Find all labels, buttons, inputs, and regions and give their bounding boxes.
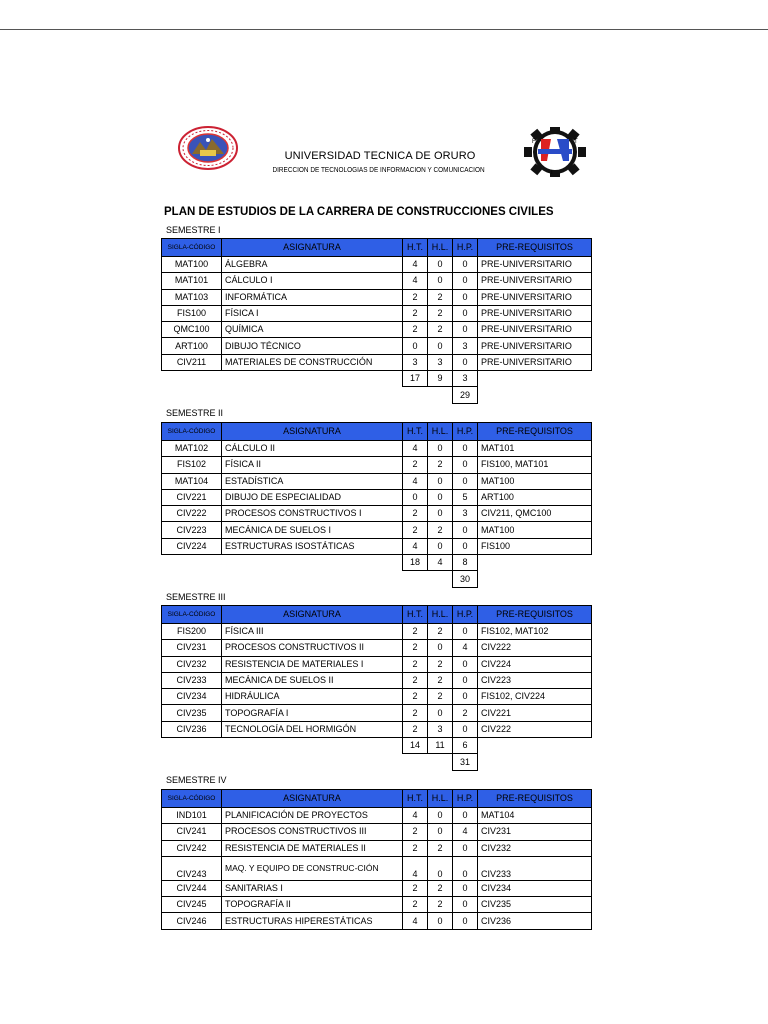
cell-code: MAT101 (162, 273, 222, 289)
cell-hp: 0 (453, 672, 478, 688)
cell-ht: 2 (403, 672, 428, 688)
cell-hl: 0 (428, 441, 453, 457)
cell-hp: 4 (453, 824, 478, 840)
table-row (162, 522, 592, 538)
grand-total: 29 (453, 387, 478, 403)
cell-subject: FÍSICA II (222, 457, 403, 473)
cell-code: CIV232 (162, 656, 222, 672)
column-header-hl: H.L. (428, 790, 453, 808)
semester-label: SEMESTRE IV (166, 775, 227, 785)
cell-hl: 2 (428, 672, 453, 688)
cell-hl: 0 (428, 489, 453, 505)
cell-prereq: FIS102, MAT102 (478, 624, 592, 640)
university-seal-icon (178, 126, 238, 170)
totals-row (162, 371, 592, 387)
cell-ht: 2 (403, 840, 428, 856)
cell-hl: 0 (428, 705, 453, 721)
table-row (162, 897, 592, 913)
table-row (162, 457, 592, 473)
cell-prereq: PRE-UNIVERSITARIO (478, 322, 592, 338)
cell-hp: 0 (453, 322, 478, 338)
total-hl: 9 (428, 371, 453, 387)
table-row (162, 721, 592, 737)
total-hp: 8 (453, 555, 478, 571)
column-header-subject: ASIGNATURA (222, 423, 403, 441)
cell-hp: 0 (453, 457, 478, 473)
column-header-hp: H.P. (453, 790, 478, 808)
cell-hl: 2 (428, 289, 453, 305)
cell-subject: RESISTENCIA DE MATERIALES II (222, 840, 403, 856)
column-header-subject: ASIGNATURA (222, 606, 403, 624)
column-header-subject: ASIGNATURA (222, 239, 403, 257)
cell-ht: 2 (403, 305, 428, 321)
cell-hp: 0 (453, 808, 478, 824)
page-title: PLAN DE ESTUDIOS DE LA CARRERA DE CONSTRUCCIONES CIVILES (164, 206, 554, 218)
column-header-prereq: PRE-REQUISITOS (478, 606, 592, 624)
table-header-row (162, 790, 592, 808)
cell-hl: 2 (428, 305, 453, 321)
cell-hp: 0 (453, 441, 478, 457)
cell-subject: MATERIALES DE CONSTRUCCIÓN (222, 354, 403, 370)
spacer-cell (478, 738, 592, 754)
spacer-cell (403, 387, 428, 403)
cell-hl: 0 (428, 640, 453, 656)
cell-prereq: CIV232 (478, 840, 592, 856)
cell-ht: 0 (403, 489, 428, 505)
table-row (162, 808, 592, 824)
table-row (162, 538, 592, 554)
cell-hp: 0 (453, 624, 478, 640)
logo-letter: I (551, 170, 553, 176)
spacer-cell (428, 571, 453, 587)
table-row (162, 441, 592, 457)
cell-prereq: PRE-UNIVERSITARIO (478, 305, 592, 321)
column-header-prereq: PRE-REQUISITOS (478, 790, 592, 808)
total-hl: 4 (428, 555, 453, 571)
column-header-hl: H.L. (428, 606, 453, 624)
cell-code: ART100 (162, 338, 222, 354)
cell-subject: HIDRÁULICA (222, 689, 403, 705)
cell-ht: 2 (403, 721, 428, 737)
spacer-cell (222, 754, 403, 770)
cell-subject: QUÍMICA (222, 322, 403, 338)
cell-prereq: ART100 (478, 489, 592, 505)
cell-subject: TECNOLOGÍA DEL HORMIGÓN (222, 721, 403, 737)
cell-code: MAT104 (162, 473, 222, 489)
cell-ht: 2 (403, 322, 428, 338)
column-header-hp: H.P. (453, 239, 478, 257)
total-ht: 18 (403, 555, 428, 571)
cell-ht: 4 (403, 273, 428, 289)
column-header-ht: H.T. (403, 790, 428, 808)
spacer-cell (222, 571, 403, 587)
cell-ht: 2 (403, 656, 428, 672)
spacer-cell (403, 754, 428, 770)
cell-hp: 0 (453, 273, 478, 289)
cell-code: CIV244 (162, 880, 222, 896)
cell-code: CIV223 (162, 522, 222, 538)
column-header-subject: ASIGNATURA (222, 790, 403, 808)
semester-label: SEMESTRE II (166, 408, 224, 418)
cell-hl: 0 (428, 338, 453, 354)
cell-prereq: FIS100, MAT101 (478, 457, 592, 473)
total-hl: 11 (428, 738, 453, 754)
table-row (162, 856, 592, 880)
cell-subject: ESTADÍSTICA (222, 473, 403, 489)
spacer-cell (478, 555, 592, 571)
cell-hp: 0 (453, 289, 478, 305)
cell-hl: 3 (428, 354, 453, 370)
column-header-hl: H.L. (428, 239, 453, 257)
totals-row (162, 555, 592, 571)
spacer-cell (162, 555, 222, 571)
cell-hl: 2 (428, 656, 453, 672)
cell-hp: 0 (453, 354, 478, 370)
cell-prereq: PRE-UNIVERSITARIO (478, 289, 592, 305)
grand-total-row (162, 754, 592, 770)
total-hp: 3 (453, 371, 478, 387)
cell-prereq: CIV233 (478, 856, 592, 880)
column-header-code: SIGLA-CÓDIGO (162, 239, 222, 257)
table-row (162, 273, 592, 289)
cell-prereq: PRE-UNIVERSITARIO (478, 354, 592, 370)
cell-hl: 0 (428, 913, 453, 929)
table-row (162, 473, 592, 489)
cell-hp: 3 (453, 338, 478, 354)
cell-ht: 2 (403, 689, 428, 705)
spacer-cell (222, 371, 403, 387)
cell-hp: 0 (453, 840, 478, 856)
cell-prereq: CIV222 (478, 640, 592, 656)
cell-code: CIV241 (162, 824, 222, 840)
spacer-cell (162, 738, 222, 754)
cell-hl: 0 (428, 257, 453, 273)
cell-prereq: CIV236 (478, 913, 592, 929)
cell-subject: PROCESOS CONSTRUCTIVOS II (222, 640, 403, 656)
cell-prereq: FIS102, CIV224 (478, 689, 592, 705)
cell-subject: ESTRUCTURAS ISOSTÁTICAS (222, 538, 403, 554)
table-row (162, 672, 592, 688)
cell-subject: DIBUJO TÉCNICO (222, 338, 403, 354)
spacer-cell (162, 754, 222, 770)
cell-prereq: CIV231 (478, 824, 592, 840)
spacer-cell (428, 754, 453, 770)
cell-ht: 2 (403, 289, 428, 305)
cell-code: CIV221 (162, 489, 222, 505)
table-row (162, 489, 592, 505)
semester-table (161, 605, 592, 771)
cell-hp: 0 (453, 473, 478, 489)
cell-prereq: CIV234 (478, 880, 592, 896)
cell-code: IND101 (162, 808, 222, 824)
column-header-code: SIGLA-CÓDIGO (162, 606, 222, 624)
cell-code: CIV234 (162, 689, 222, 705)
cell-hp: 2 (453, 705, 478, 721)
cell-code: CIV211 (162, 354, 222, 370)
table-row (162, 305, 592, 321)
cell-subject: CÁLCULO I (222, 273, 403, 289)
cell-prereq: CIV211, QMC100 (478, 506, 592, 522)
cell-hl: 0 (428, 506, 453, 522)
spacer-cell (222, 555, 403, 571)
cell-subject: TOPOGRAFÍA I (222, 705, 403, 721)
spacer-cell (162, 571, 222, 587)
cell-prereq: CIV223 (478, 672, 592, 688)
cell-subject: PLANIFICACIÓN DE PROYECTOS (222, 808, 403, 824)
grand-total-row (162, 571, 592, 587)
cell-hp: 0 (453, 897, 478, 913)
cell-subject: DIBUJO DE ESPECIALIDAD (222, 489, 403, 505)
cell-prereq: PRE-UNIVERSITARIO (478, 273, 592, 289)
spacer-cell (222, 738, 403, 754)
table-row (162, 880, 592, 896)
cell-hl: 3 (428, 721, 453, 737)
cell-code: FIS100 (162, 305, 222, 321)
cell-code: MAT103 (162, 289, 222, 305)
cell-prereq: CIV235 (478, 897, 592, 913)
total-ht: 14 (403, 738, 428, 754)
cell-hl: 2 (428, 322, 453, 338)
table-header-row (162, 239, 592, 257)
top-divider (0, 29, 768, 30)
cell-subject: FÍSICA III (222, 624, 403, 640)
cell-subject: PROCESOS CONSTRUCTIVOS III (222, 824, 403, 840)
spacer-cell (162, 387, 222, 403)
cell-code: CIV243 (162, 856, 222, 880)
cell-ht: 4 (403, 257, 428, 273)
semester-label: SEMESTRE I (166, 225, 221, 235)
cell-subject: SANITARIAS I (222, 880, 403, 896)
cell-subject: MECÁNICA DE SUELOS II (222, 672, 403, 688)
cell-ht: 4 (403, 856, 428, 880)
cell-hl: 2 (428, 840, 453, 856)
cell-hp: 0 (453, 689, 478, 705)
column-header-ht: H.T. (403, 423, 428, 441)
cell-ht: 2 (403, 624, 428, 640)
table-row (162, 624, 592, 640)
cell-code: CIV222 (162, 506, 222, 522)
cell-ht: 2 (403, 880, 428, 896)
cell-hl: 0 (428, 856, 453, 880)
totals-row (162, 738, 592, 754)
cell-subject: ÁLGEBRA (222, 257, 403, 273)
semester-label: SEMESTRE III (166, 592, 226, 602)
column-header-ht: H.T. (403, 606, 428, 624)
cell-hp: 0 (453, 856, 478, 880)
spacer-cell (222, 387, 403, 403)
cell-hp: 0 (453, 305, 478, 321)
cell-prereq: PRE-UNIVERSITARIO (478, 338, 592, 354)
cell-code: CIV233 (162, 672, 222, 688)
spacer-cell (428, 387, 453, 403)
table-row (162, 656, 592, 672)
cell-hp: 0 (453, 656, 478, 672)
cell-ht: 0 (403, 338, 428, 354)
cell-hl: 0 (428, 538, 453, 554)
cell-code: CIV235 (162, 705, 222, 721)
cell-subject: MECÁNICA DE SUELOS I (222, 522, 403, 538)
cell-ht: 2 (403, 522, 428, 538)
table-row (162, 338, 592, 354)
cell-prereq: CIV222 (478, 721, 592, 737)
faculty-gear-logo-icon (524, 127, 586, 177)
spacer-cell (478, 387, 592, 403)
cell-hl: 2 (428, 624, 453, 640)
cell-prereq: FIS100 (478, 538, 592, 554)
cell-subject: PROCESOS CONSTRUCTIVOS I (222, 506, 403, 522)
semester-table (161, 789, 592, 930)
cell-code: CIV242 (162, 840, 222, 856)
cell-prereq: MAT100 (478, 522, 592, 538)
spacer-cell (478, 371, 592, 387)
cell-ht: 4 (403, 441, 428, 457)
grand-total: 30 (453, 571, 478, 587)
grand-total-row (162, 387, 592, 403)
spacer-cell (478, 754, 592, 770)
cell-code: CIV245 (162, 897, 222, 913)
cell-prereq: PRE-UNIVERSITARIO (478, 257, 592, 273)
column-header-prereq: PRE-REQUISITOS (478, 239, 592, 257)
cell-code: FIS200 (162, 624, 222, 640)
column-header-hl: H.L. (428, 423, 453, 441)
cell-ht: 2 (403, 457, 428, 473)
cell-subject: TOPOGRAFÍA II (222, 897, 403, 913)
cell-subject: MAQ. Y EQUIPO DE CONSTRUC-CIÓN (222, 856, 403, 880)
cell-code: QMC100 (162, 322, 222, 338)
cell-hp: 0 (453, 880, 478, 896)
cell-ht: 4 (403, 913, 428, 929)
cell-prereq: CIV224 (478, 656, 592, 672)
cell-hp: 4 (453, 640, 478, 656)
cell-hp: 3 (453, 506, 478, 522)
table-row (162, 506, 592, 522)
cell-hl: 2 (428, 880, 453, 896)
cell-hl: 2 (428, 522, 453, 538)
table-row (162, 640, 592, 656)
cell-hp: 0 (453, 538, 478, 554)
table-row (162, 257, 592, 273)
table-header-row (162, 606, 592, 624)
direction-name: DIRECCION DE TECNOLOGIAS DE INFORMACION Y COMUNICACION (272, 167, 485, 174)
cell-ht: 2 (403, 705, 428, 721)
column-header-hp: H.P. (453, 423, 478, 441)
cell-hp: 0 (453, 913, 478, 929)
cell-code: CIV231 (162, 640, 222, 656)
logo-letter: T (574, 139, 578, 145)
table-row (162, 824, 592, 840)
cell-hl: 0 (428, 824, 453, 840)
cell-prereq: CIV221 (478, 705, 592, 721)
cell-prereq: MAT104 (478, 808, 592, 824)
cell-code: CIV224 (162, 538, 222, 554)
column-header-hp: H.P. (453, 606, 478, 624)
table-row (162, 705, 592, 721)
table-row (162, 689, 592, 705)
cell-subject: RESISTENCIA DE MATERIALES I (222, 656, 403, 672)
cell-hl: 2 (428, 689, 453, 705)
cell-hl: 0 (428, 473, 453, 489)
cell-code: CIV246 (162, 913, 222, 929)
table-row (162, 322, 592, 338)
table-row (162, 289, 592, 305)
cell-hp: 5 (453, 489, 478, 505)
table-row (162, 840, 592, 856)
cell-subject: FÍSICA I (222, 305, 403, 321)
cell-hp: 0 (453, 522, 478, 538)
cell-ht: 2 (403, 824, 428, 840)
total-hp: 6 (453, 738, 478, 754)
total-ht: 17 (403, 371, 428, 387)
cell-ht: 2 (403, 897, 428, 913)
cell-ht: 4 (403, 473, 428, 489)
semester-table (161, 238, 592, 404)
cell-prereq: MAT101 (478, 441, 592, 457)
cell-subject: INFORMÁTICA (222, 289, 403, 305)
spacer-cell (162, 371, 222, 387)
cell-ht: 4 (403, 808, 428, 824)
table-header-row (162, 423, 592, 441)
spacer-cell (403, 571, 428, 587)
cell-hp: 0 (453, 257, 478, 273)
cell-hl: 0 (428, 273, 453, 289)
cell-prereq: MAT100 (478, 473, 592, 489)
cell-ht: 2 (403, 506, 428, 522)
cell-code: MAT102 (162, 441, 222, 457)
cell-hl: 2 (428, 457, 453, 473)
university-name: UNIVERSIDAD TECNICA DE ORURO (284, 150, 476, 162)
cell-code: MAT100 (162, 257, 222, 273)
semester-table (161, 422, 592, 588)
cell-ht: 4 (403, 538, 428, 554)
table-row (162, 354, 592, 370)
grand-total: 31 (453, 754, 478, 770)
cell-hp: 0 (453, 721, 478, 737)
cell-code: FIS102 (162, 457, 222, 473)
spacer-cell (478, 571, 592, 587)
cell-hl: 2 (428, 897, 453, 913)
cell-code: CIV236 (162, 721, 222, 737)
column-header-code: SIGLA-CÓDIGO (162, 423, 222, 441)
cell-ht: 2 (403, 640, 428, 656)
cell-subject: CÁLCULO II (222, 441, 403, 457)
logo-letter: F (532, 139, 536, 145)
column-header-prereq: PRE-REQUISITOS (478, 423, 592, 441)
table-row (162, 913, 592, 929)
cell-hl: 0 (428, 808, 453, 824)
column-header-ht: H.T. (403, 239, 428, 257)
cell-ht: 3 (403, 354, 428, 370)
column-header-code: SIGLA-CÓDIGO (162, 790, 222, 808)
cell-subject: ESTRUCTURAS HIPERESTÁTICAS (222, 913, 403, 929)
